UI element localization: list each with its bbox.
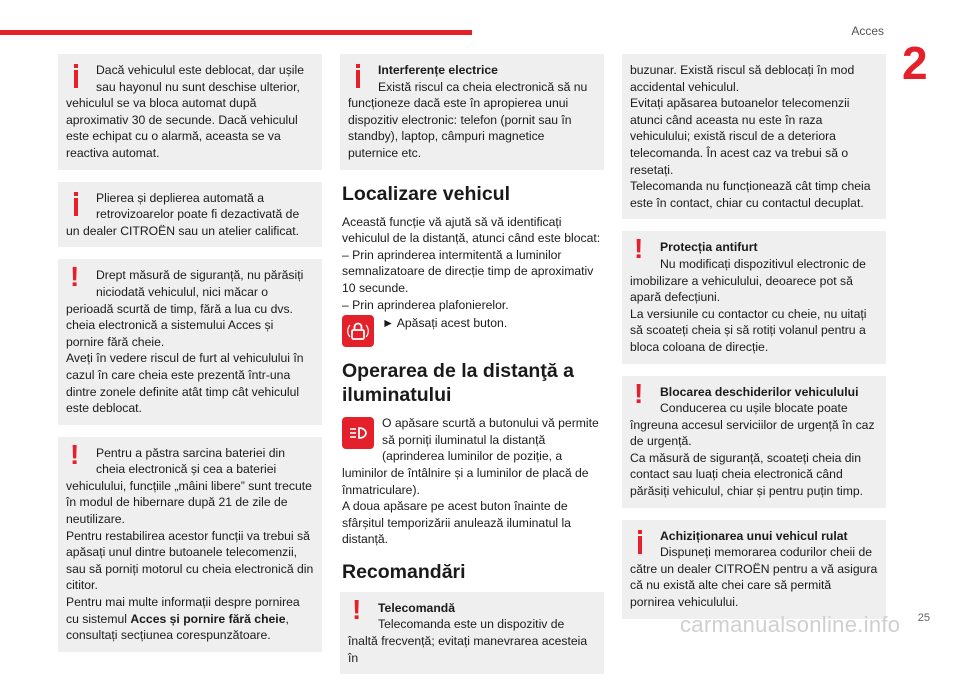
note-text: Există riscul ca cheia electronică să nu funcționeze dacă este în apropierea unui dispozitiv electronic: telefon (pornit sau în standby), laptop, câmpuri magnetice puternice etc.	[348, 79, 588, 160]
header-accent-bar	[0, 30, 472, 35]
note-text: Dacă vehiculul este deblocat, dar ușile sau hayonul nu sunt deschise ulterior, vehiculul se va bloca automat după aproximativ 30 de secunde. Dacă vehiculul este echipat cu o alarmă, aceasta se va reactiva automat.	[66, 63, 304, 160]
note-text: Ca măsură de siguranță, scoateți cheia din contact sau luați cheia electronică când părăsiți vehiculul, chiar și pentru puțin timp.	[630, 450, 864, 499]
info-note-mirrors	[58, 182, 322, 248]
note-text: Nu modificați dispozitivul electronic de imobilizare a vehiculului, deoarece pot să apară defecțiuni.	[630, 256, 866, 305]
locate-section: Această funcție vă ajută să vă identificați vehiculul de la distanță, atunci când este blocat: – Prin aprinderea intermitentă a luminilor semnalizatoare de direcție timp de aproximativ 10 secunde. – Prin aprinderea plafonierelor. ► Apăsați acest buton.	[342, 214, 604, 348]
page-number: 25	[917, 612, 930, 624]
watermark-site: carmanualsonline.info	[680, 612, 901, 637]
info-note-used-vehicle	[622, 520, 886, 619]
note-title: Blocarea deschiderilor vehiculului	[660, 384, 859, 399]
warning-icon: !	[634, 233, 644, 265]
warning-note-door-locking	[622, 376, 886, 508]
note-text: La versiunile cu contactor cu cheie, nu uitați să scoateți cheia și să rotiți volanul pentru a bloca coloana de direcție.	[630, 306, 867, 354]
note-remote-continued	[622, 54, 886, 219]
note-text: buzunar. Există riscul să deblocați în mod accidental vehiculul.	[630, 63, 855, 94]
note-text: Pentru restabilirea acestor funcții va trebui să apăsați unul dintre butoanele telecomenzii, sau să porniți motorul cu cheia electronică din cititor.	[66, 528, 314, 593]
heading-locate-vehicle: Localizare vehicul	[342, 182, 510, 205]
heading-recommendations: Recomandări	[342, 560, 466, 583]
note-text: Drept măsură de siguranță, nu părăsiți niciodată vehiculul, nici măcar o perioadă scurtă de timp, fără a lua cu dvs. cheia electronică a sistemului Acces și pornire fără cheie.	[66, 268, 304, 349]
lock-button-icon	[342, 315, 374, 347]
remote-lighting-section: O apăsare scurtă a butonului vă permite să porniți iluminatul la distanță (aprinderea luminilor de poziție, a luminilor de întâlnire și a luminilor de placă de înmatriculare). A doua apăsare pe acest buton înainte de sfârșitul temporizării anulează iluminatul la distanță.	[342, 416, 599, 547]
note-text: Plierea și deplierea automată a retrovizoarelor poate fi dezactivată de un dealer CITROËN sau un atelier calificat.	[66, 190, 300, 238]
warning-icon: !	[70, 438, 80, 470]
note-title: Interferențe electrice	[378, 63, 498, 77]
warning-note-battery	[58, 437, 322, 652]
note-text: Telecomanda este un dispozitiv de înaltă frecvență; evitați manevrarea acesteia în	[348, 617, 588, 665]
headlamp-button-icon	[342, 417, 374, 449]
warning-note-antitheft	[622, 231, 886, 363]
link-keyless: Acces și pornire fără cheie	[130, 611, 286, 626]
chapter-number: 2	[902, 37, 928, 89]
info-note-auto-lock	[58, 54, 322, 170]
note-text: Conducerea cu ușile blocate poate îngreuna accesul serviciilor de urgență în caz de urgență.	[630, 401, 875, 449]
info-icon	[66, 190, 90, 218]
note-text: Dispuneți memorarea codurilor cheii de către un dealer CITROËN pentru a vă asigura că nu există alte chei care să permită pornirea vehiculului.	[630, 545, 878, 610]
note-text: Pentru a păstra sarcina bateriei din cheia electronică și cea a bateriei vehiculului, funcțiile „mâini libere” sunt trecute în modul de hibernare după 21 de zile de neutilizare.	[66, 445, 312, 527]
section-title: Acces	[851, 24, 884, 38]
column-1	[58, 54, 322, 664]
note-title: Achiziționarea unui vehicul rulat	[660, 528, 848, 543]
note-text: Evitați apăsarea butoanelor telecomenzii atunci când aceasta nu este în raza vehiculului; există riscul de a deteriora telecomanda. În acest caz va trebui să o resetați.	[630, 96, 850, 177]
locate-instruction: ► Apăsați acest buton.	[382, 316, 508, 331]
heading-remote-lighting: Operarea de la distanţă a iluminatului	[342, 360, 574, 407]
note-text: Aveți în vedere riscul de furt al vehiculului în cazul în care cheia este prezentă într-una dintre zonele definite atât timp cât vehiculul este deblocat.	[66, 351, 304, 416]
note-title: Telecomandă	[378, 600, 455, 615]
warning-icon: !	[70, 261, 80, 293]
note-text: Pentru mai multe informații despre pornirea cu sistemul Acces și pornire fără cheie, consultați secțiunea corespunzătoare.	[66, 595, 300, 643]
info-note-interference	[340, 54, 604, 170]
warning-note-safety	[58, 259, 322, 424]
column-2	[340, 54, 604, 686]
warning-icon: !	[634, 377, 644, 409]
info-icon	[66, 62, 90, 90]
warning-note-remote	[340, 592, 604, 674]
warning-icon: !	[352, 593, 362, 625]
note-title: Protecția antifurt	[660, 240, 758, 255]
info-icon	[630, 528, 654, 556]
note-text: Telecomanda nu funcționează cât timp cheia este în contact, chiar cu contactul decuplat.	[630, 179, 871, 210]
column-3	[622, 54, 886, 631]
info-icon	[348, 62, 372, 90]
